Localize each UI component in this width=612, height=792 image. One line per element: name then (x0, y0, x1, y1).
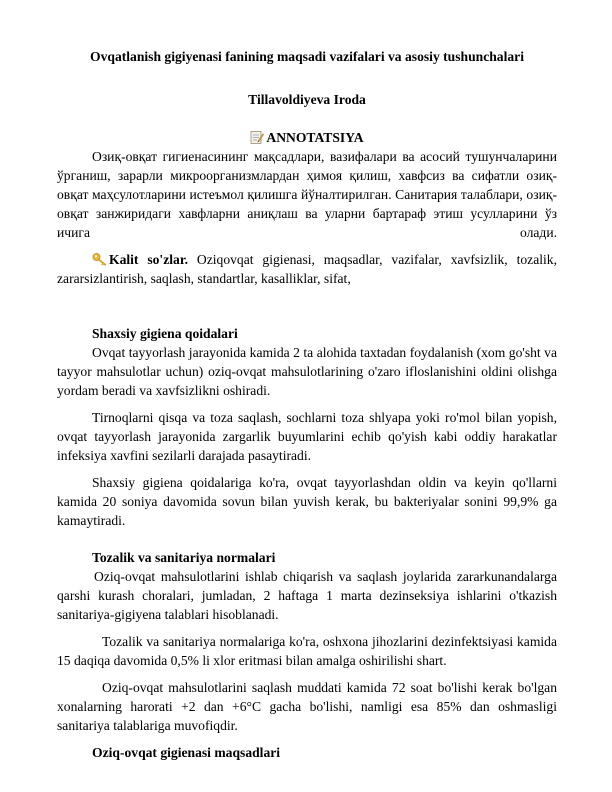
section-heading: Shaxsiy gigiena qoidalari (92, 326, 238, 341)
key-icon (92, 252, 108, 266)
section-heading: Tozalik va sanitariya normalari (92, 550, 276, 565)
body-paragraph: Ovqat tayyorlash jarayonida kamida 2 ta alohida taxtadan foydalanish (xom go'sht va tayyor mahsulotlar uchun) oziq-ovqat mahsulotlarining o'zaro ifloslanishini oldini olishga yordam beradi va xavfsizlikni oshiradi. (57, 345, 557, 398)
keywords-label: Kalit so'zlar. (109, 252, 189, 267)
body-paragraph: Oziq-ovqat mahsulotlarini saqlash muddati kamida 72 soat bo'lishi kerak bo'lgan xonalarning harorati +2 dan +6°C gacha bo'lishi, namligi esa 85% dan oshmasligi sanitariya talablariga muvofiqdir. (57, 680, 557, 733)
memo-icon (250, 130, 264, 144)
body-paragraph: Tirnoqlarni qisqa va toza saqlash, sochlarni toza shlyapa yoki ro'mol bilan yopish, ovqat tayyorlash jarayonida zargarlik buyumlarini echib qo'yish kabi oddiy harakatlar infeksiya xavfini sezilarli darajada pasaytiradi. (57, 410, 557, 463)
keywords-text: Oziqovqat gigienasi, maqsadlar, vazifalar, xavfsizlik, tozalik, zararsizlantirish, saqlash, standartlar, kasalliklar, sifat, (57, 252, 557, 286)
annotation-text: Озиқ-овқат гигиенасининг мақсадлари, вазифалари ва асосий тушунчаларини ўрганиш, зарарли микроорганизмлардан ҳимоя қилиш, хавфсиз ва сифатли озиқ-овқат маҳсулотларини истеъмол қилишга йўналтирилган. Санитария талаблари, озиқ-овқат занжиридаги хавфларни аниқлаш ва уларни бартараф этиш усулларини ўз ичига олади. (57, 149, 557, 240)
section-heading: Oziq-ovqat gigienasi maqsadlari (92, 745, 281, 760)
body-paragraph: Oziq-ovqat mahsulotlarini ishlab chiqarish va saqlash joylarida zararkunandalarga qarshi kurash choralari, jumladan, 2 haftaga 1 marta dezinseksiya ishlarini o'tkazish sanitariya-gigiyena talablari hisoblanadi. (57, 569, 557, 622)
author-name: Tillavoldiyeva Iroda (248, 92, 366, 107)
annotation-heading (57, 129, 557, 147)
paper-title: Ovqatlanish gigiyenasi fanining maqsadi vazifalari va asosiy tushunchalari (90, 49, 524, 64)
annotation-heading-text: ANNOTATSIYA (266, 130, 364, 145)
body-paragraph: Tozalik va sanitariya normalariga ko'ra, oshxona jihozlarini dezinfektsiyasi kamida 15 daqiqa davomida 0,5% li xlor eritmasi bilan amalga oshirilishi shart. (57, 634, 557, 668)
keywords-paragraph (57, 250, 557, 288)
document-body (57, 48, 557, 762)
body-paragraph: Shaxsiy gigiena qoidalariga ko'ra, ovqat tayyorlashdan oldin va keyin qo'llarni kamida 20 soniya davomida sovun bilan yuvish kerak, bu bakteriyalar sonini 99,9% ga kamaytiradi. (57, 475, 557, 528)
